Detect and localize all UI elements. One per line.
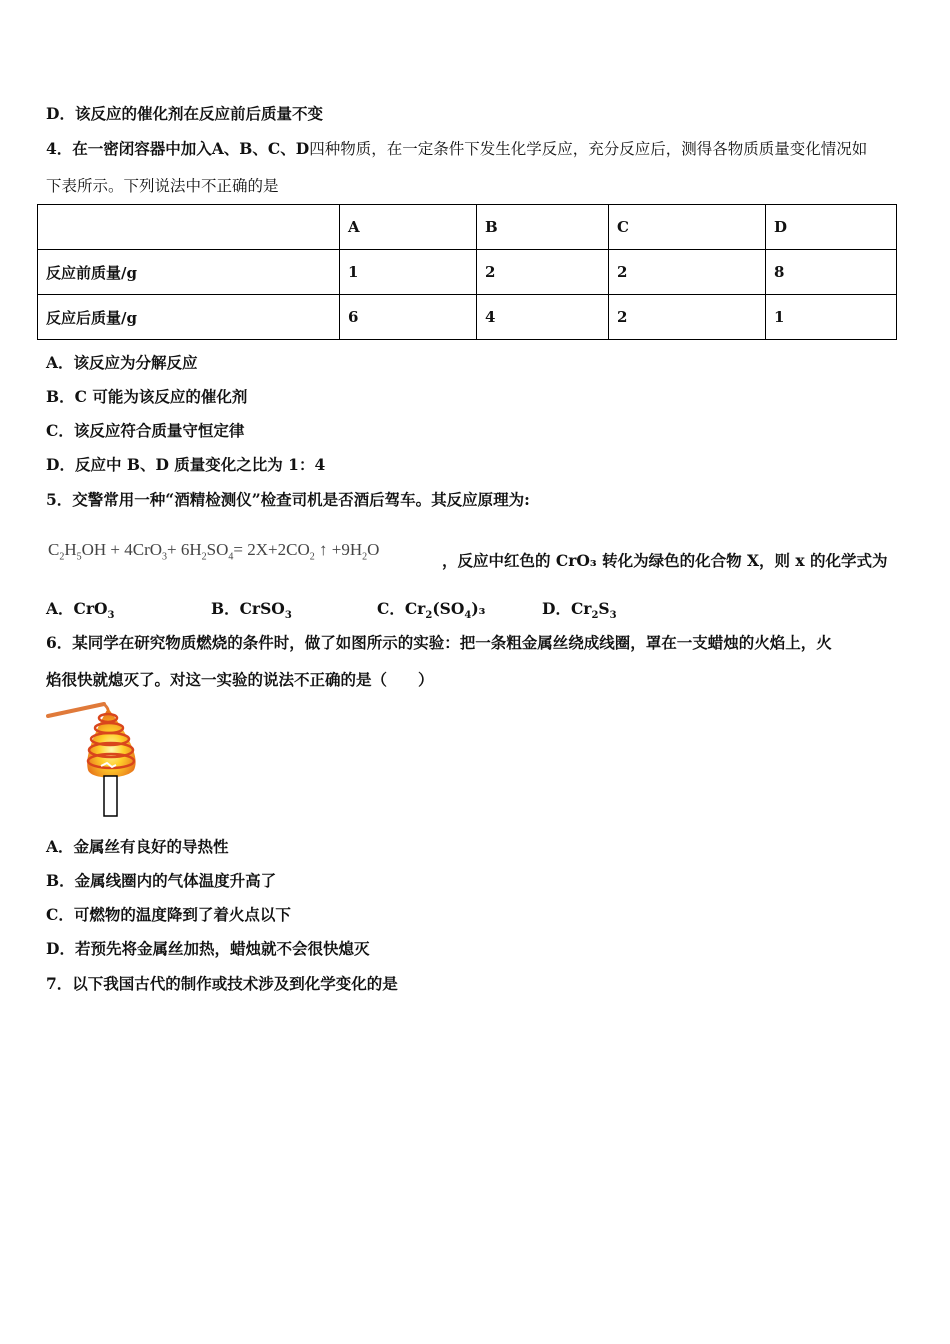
q5-option-b: B．CrSO$_3$ xyxy=(211,599,292,622)
mass-table xyxy=(37,204,897,340)
q7-stem: 7．以下我国古代的制作或技术涉及到化学变化的是 xyxy=(46,974,398,993)
q4-option-d: D．反应中 B、D 质量变化之比为 1：4 xyxy=(46,455,326,474)
q4-stem-bold: 4．在一密闭容器中加入A、B、C、D xyxy=(46,139,310,158)
q4-stem-line1 xyxy=(46,137,867,159)
q4-option-c: C．该反应符合质量守恒定律 xyxy=(46,421,245,440)
table-cell: B xyxy=(477,205,609,250)
table-cell: A xyxy=(340,205,477,250)
q5-stem-tail: ，反应中红色的 CrO₃ 转化为绿色的化合物 X，则 x 的化学式为 xyxy=(442,551,888,570)
q5-option-d: D．$Cr_2S_3$ xyxy=(542,599,617,622)
table-cell: 4 xyxy=(477,295,609,340)
table-cell: 2 xyxy=(609,295,766,340)
table-row xyxy=(38,295,897,340)
reaction-equation: $C_2H_5OH + 4CrO_3+ 6H_2SO_4= 2X+2CO_2$ ↑ $+9H_2O$ xyxy=(48,540,380,563)
table-cell: 反应后质量/g xyxy=(38,295,340,340)
table-cell: 反应前质量/g xyxy=(38,250,340,295)
q6-option-d: D．若预先将金属丝加热，蜡烛就不会很快熄灭 xyxy=(46,939,370,958)
q6-option-b: B．金属线圈内的气体温度升高了 xyxy=(46,871,277,890)
q5-option-c: C．$Cr_2(SO_4)_3$ xyxy=(377,599,486,622)
q4-option-a: A．该反应为分解反应 xyxy=(46,353,198,372)
table-cell: D xyxy=(766,205,897,250)
table-cell: 1 xyxy=(340,250,477,295)
q4-stem-regular: 四种物质，在一定条件下发生化学反应，充分反应后，测得各物质质量变化情况如 xyxy=(309,140,868,158)
candle-coil-illustration-icon xyxy=(46,700,146,818)
table-cell: C xyxy=(609,205,766,250)
table-cell: 2 xyxy=(477,250,609,295)
table-cell xyxy=(38,205,340,250)
q3-option-d: D．该反应的催化剂在反应前后质量不变 xyxy=(46,104,323,123)
q6-stem-line2: 焰很快就熄灭了。对这一实验的说法不正确的是（ ） xyxy=(46,670,434,689)
table-header-row xyxy=(38,205,897,250)
table-cell: 2 xyxy=(609,250,766,295)
q6-option-c: C．可燃物的温度降到了着火点以下 xyxy=(46,905,291,924)
q4-option-b: B．C 可能为该反应的催化剂 xyxy=(46,387,248,406)
q6-stem-line1: 6．某同学在研究物质燃烧的条件时，做了如图所示的实验：把一条粗金属丝绕成线圈，罩在一支蜡烛的火焰上，火 xyxy=(46,633,832,652)
table-cell: 8 xyxy=(766,250,897,295)
table-row xyxy=(38,250,897,295)
q5-option-a: A．CrO$_3$ xyxy=(46,599,115,622)
table-cell: 1 xyxy=(766,295,897,340)
q5-stem: 5．交警常用一种“酒精检测仪”检查司机是否酒后驾车。其反应原理为: xyxy=(46,490,530,509)
table-cell: 6 xyxy=(340,295,477,340)
q6-option-a: A．金属丝有良好的导热性 xyxy=(46,837,229,856)
q4-stem-line2: 下表所示。下列说法中不正确的是 xyxy=(46,177,279,195)
